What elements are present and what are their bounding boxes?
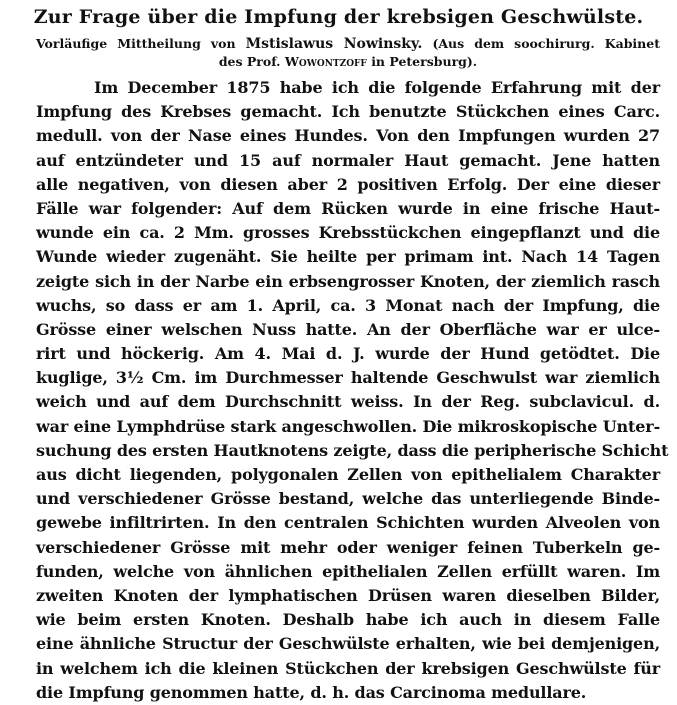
subtitle-affiliation: (Aus dem soochirurg. Kabinet (432, 36, 660, 51)
body-line: Grösse einer welschen Nuss hatte. An der Oberfläche war er ulce- (36, 319, 660, 339)
body-line: in welchem ich die kleinen Stückchen der krebsigen Geschwülste für (36, 658, 660, 678)
body-line: Fälle war folgender: Auf dem Rücken wurde in eine frische Haut- (36, 198, 660, 218)
body-line: wunde ein ca. 2 Mm. grosses Krebsstückchen eingepflanzt und die (36, 223, 660, 243)
professor-name: Wowontzoff (284, 54, 367, 69)
body-line: war eine Lymphdrüse stark angeschwollen. Die mikroskopische Unter- (36, 416, 661, 436)
subtitle-prof-prefix: des Prof. (218, 54, 281, 69)
body-line: und verschiedener Grösse bestand, welche das unterliegende Binde- (36, 489, 660, 509)
subtitle-prefix: Vorläufige Mittheilung von (36, 36, 236, 51)
body-line: Impfung des Krebses gemacht. Ich benutzte Stückchen eines Carc. (36, 102, 660, 122)
body-line: wie beim ersten Knoten. Deshalb habe ich auch in diesem Falle (36, 610, 660, 630)
body-line: Wunde wieder zugenäht. Sie heilte per primam int. Nach 14 Tagen (36, 247, 660, 267)
author-name: Mstislawus Nowinsky. (245, 36, 423, 52)
body-line: aus dicht liegenden, polygonalen Zellen von epithelialem Charakter (36, 465, 660, 484)
body-line: alle negativen, von diesen aber 2 positiven Erfolg. Der eine dieser (36, 174, 660, 194)
body-line: zweiten Knoten der lymphatischen Drüsen waren dieselben Bilder, (36, 585, 660, 605)
subtitle-location: in Petersburg). (371, 54, 478, 69)
subtitle-line-2 (36, 54, 660, 69)
body-line: zeigte sich in der Narbe ein erbsengrosser Knoten, der ziemlich rasch (36, 271, 660, 291)
article-body (36, 76, 669, 705)
body-line: auf entzündeter und 15 auf normaler Haut gemacht. Jene hatten (36, 150, 660, 170)
body-line: weich und auf dem Durchschnitt weiss. In der Reg. subclavicul. d. (36, 392, 660, 412)
body-line: wuchs, so dass er am 1. April, ca. 3 Monat nach der Impfung, die (36, 295, 660, 315)
body-line: gewebe infiltrirten. In den centralen Schichten wurden Alveolen von (36, 513, 660, 533)
subtitle-line-1 (36, 36, 660, 52)
body-line: rirt und höckerig. Am 4. Mai d. J. wurde der Hund getödtet. Die (36, 344, 660, 364)
body-line: verschiedener Grösse mit mehr oder weniger feinen Tuberkeln ge- (36, 537, 660, 557)
body-line: funden, welche von ähnlichen epithelialen Zellen erfüllt waren. Im (36, 561, 660, 581)
body-line: eine ähnliche Structur der Geschwülste erhalten, wie bei demjenigen, (36, 634, 660, 654)
body-line: Im December 1875 habe ich die folgende Erfahrung mit der (94, 78, 660, 97)
body-line: kuglige, 3½ Cm. im Durchmesser haltende Geschwulst war ziemlich (36, 368, 660, 388)
body-line: medull. von der Nase eines Hundes. Von den Impfungen wurden 27 (36, 126, 660, 146)
body-line: die Impfung genommen hatte, d. h. das Carcinoma medullare. (36, 682, 587, 702)
article-title: Zur Frage über die Impfung der krebsigen Geschwülste. (33, 6, 644, 28)
body-line: suchung des ersten Hautknotens zeigte, dass die peripherische Schicht (36, 440, 669, 460)
